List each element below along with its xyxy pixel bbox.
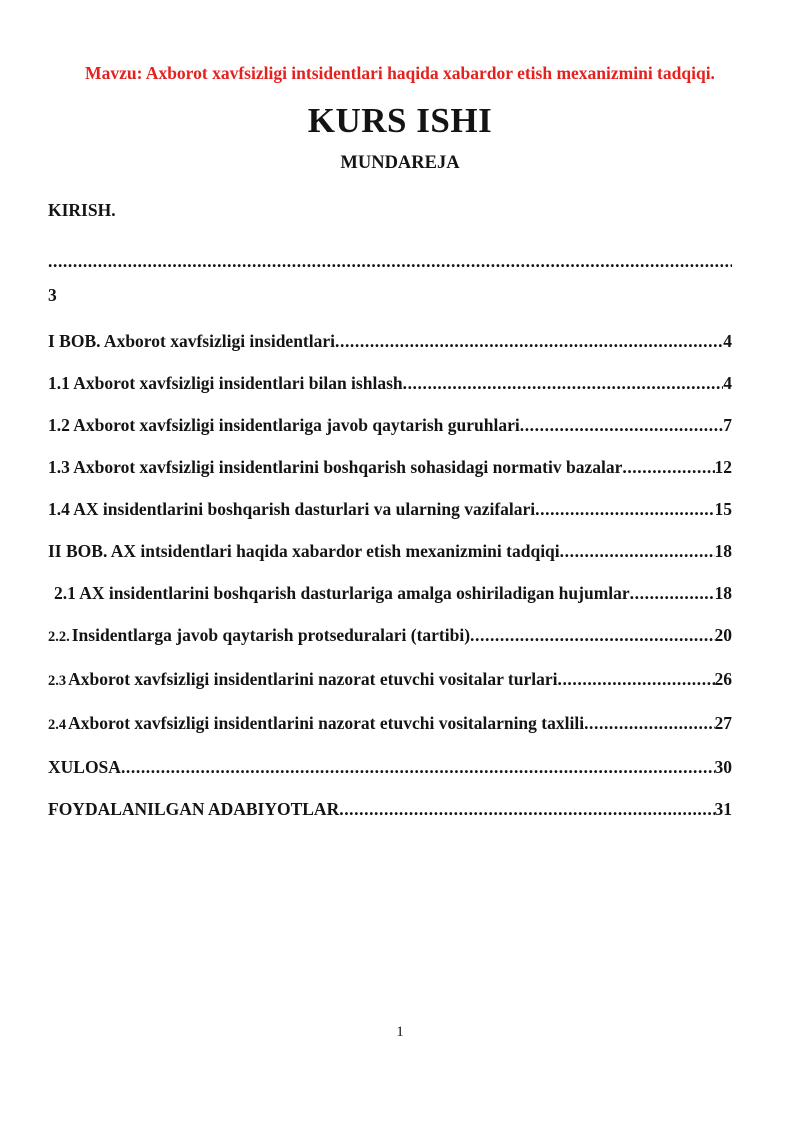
dot-leader: [470, 624, 714, 646]
dot-leader: [403, 372, 724, 394]
toc-entry-page: 18: [714, 583, 732, 604]
toc-entry-label: I BOB. Axborot xavfsizligi insidentlari: [48, 331, 335, 352]
toc-entry: [48, 582, 732, 604]
toc-entry-label: 2.1 AX insidentlarini boshqarish dasturlariga amalga oshiriladigan hujumlar: [54, 583, 630, 604]
footer-page-number: 1: [396, 1024, 404, 1040]
toc-entry: [48, 756, 732, 778]
toc-kirish-dot-leader-row: [48, 250, 732, 272]
toc-entry: [48, 456, 732, 478]
toc-entry-page: 12: [714, 457, 732, 478]
toc-entry-page: 31: [714, 799, 732, 820]
toc-entry: [48, 712, 732, 736]
toc-entry-label: XULOSA: [48, 757, 121, 778]
toc-entry-page: 30: [714, 757, 732, 778]
toc-entry-page: 26: [714, 669, 732, 690]
topic-title: Mavzu: Axborot xavfsizligi intsidentlari haqida xabardor etish mexanizmini tadqiqi.: [85, 63, 715, 83]
toc-entry-page: 7: [723, 415, 732, 436]
toc-entry: [48, 372, 732, 394]
toc-entry: [48, 540, 732, 562]
toc-entry-number: 2.4: [48, 717, 67, 734]
toc-entry-label: Insidentlarga javob qaytarish protseduralari (tartibi): [71, 625, 471, 646]
toc-entry-page: 20: [714, 625, 732, 646]
dot-leader: [48, 250, 732, 272]
main-title: KURS ISHI: [307, 100, 493, 140]
toc-entry: [48, 668, 732, 692]
toc-heading: MUNDAREJA: [340, 153, 460, 174]
toc-entry-number: 2.2.: [48, 629, 70, 646]
toc-kirish-page-row: [48, 284, 732, 306]
dot-leader: [535, 498, 714, 520]
toc-entry-kirish: [48, 199, 732, 221]
table-of-contents: [0, 199, 800, 820]
dot-leader: [584, 712, 714, 734]
dot-leader: [557, 668, 714, 690]
dot-leader: [630, 582, 715, 604]
toc-entry: [48, 624, 732, 648]
dot-leader: [560, 540, 715, 562]
toc-entry-label: 1.4 AX insidentlarini boshqarish dasturlari va ularning vazifalari: [48, 499, 536, 520]
toc-entry-label: KIRISH.: [48, 200, 116, 221]
toc-entry-label: 1.3 Axborot xavfsizligi insidentlarini boshqarish sohasidagi normativ bazalar: [48, 457, 623, 478]
toc-entry-page: 27: [714, 713, 732, 734]
toc-entry-label: II BOB. AX intsidentlari haqida xabardor etish mexanizmini tadqiqi: [48, 541, 560, 562]
toc-entry-number: 2.3: [48, 673, 67, 690]
toc-entry: [48, 798, 732, 820]
toc-entry-label: Axborot xavfsizligi insidentlarini nazorat etuvchi vositalarning taxlili: [68, 713, 585, 734]
toc-entry-page: 15: [714, 499, 732, 520]
toc-entry-page: 18: [714, 541, 732, 562]
toc-entry-page: 4: [723, 373, 732, 394]
dot-leader: [520, 414, 724, 436]
toc-entry-label: Axborot xavfsizligi insidentlarini nazorat etuvchi vositalar turlari: [68, 669, 558, 690]
dot-leader: [339, 798, 714, 820]
toc-entry: [48, 414, 732, 436]
toc-entry-label: 1.2 Axborot xavfsizligi insidentlariga javob qaytarish guruhlari: [48, 415, 520, 436]
dot-leader: [622, 456, 714, 478]
toc-entry-page: 4: [723, 331, 732, 352]
toc-entry-page: 3: [48, 285, 57, 306]
dot-leader: [121, 756, 715, 778]
dot-leader: [335, 330, 723, 352]
toc-entry-label: 1.1 Axborot xavfsizligi insidentlari bilan ishlash: [48, 373, 403, 394]
toc-entry-label: FOYDALANILGAN ADABIYOTLAR: [48, 799, 340, 820]
toc-entry: [48, 498, 732, 520]
toc-entry: [48, 330, 732, 352]
